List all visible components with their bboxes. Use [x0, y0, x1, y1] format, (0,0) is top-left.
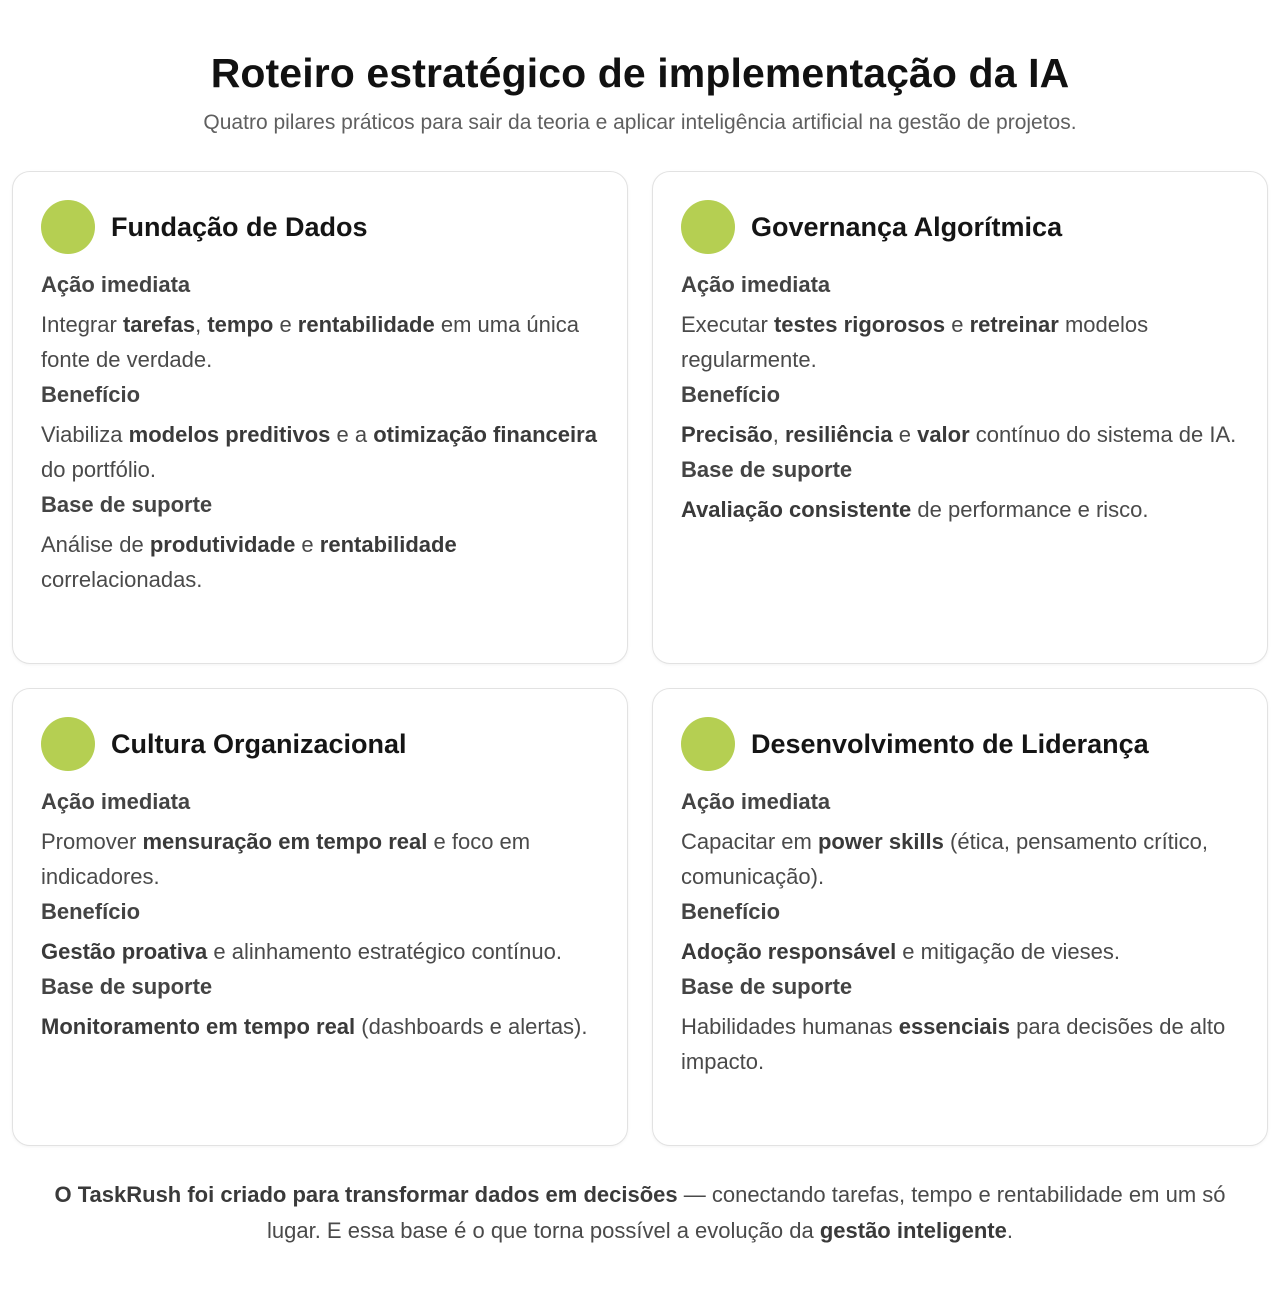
emphasis-text: produtividade: [149, 532, 296, 557]
text-fragment: e alinhamento estratégico contínuo.: [207, 939, 562, 964]
text-fragment: para decisões de alto impacto.: [681, 1014, 1226, 1074]
text-fragment: — conectando tarefas, tempo e rentabilidade em um só lugar. E essa base é o que torna possível a evolução da: [267, 1182, 1226, 1243]
section-label: Base de suporte: [41, 492, 213, 517]
section-label: Benefício: [41, 382, 141, 407]
text-fragment: ,: [772, 422, 785, 447]
text-fragment: Capacitar em: [681, 829, 818, 854]
section-text: [681, 307, 1239, 377]
emphasis-text: gestão inteligente: [819, 1218, 1007, 1243]
emphasis-text: rentabilidade: [297, 312, 435, 337]
emphasis-text: Monitoramento em tempo real: [41, 1014, 356, 1039]
text-fragment: e: [892, 422, 918, 447]
text-fragment: e: [945, 312, 970, 337]
pillar-card: [652, 171, 1268, 664]
section-text: [41, 417, 599, 487]
emphasis-text: otimização financeira: [373, 422, 597, 447]
text-fragment: correlacionadas.: [41, 567, 203, 592]
text-fragment: Integrar: [41, 312, 123, 337]
emphasis-text: valor: [917, 422, 970, 447]
emphasis-text: resiliência: [784, 422, 893, 447]
section-label: Ação imediata: [681, 272, 831, 297]
text-fragment: em uma única fonte de verdade.: [41, 312, 580, 372]
section-text: [41, 527, 599, 597]
emphasis-text: modelos preditivos: [128, 422, 331, 447]
emphasis-text: testes rigorosos: [773, 312, 946, 337]
circle-icon: [681, 200, 735, 254]
text-fragment: ,: [195, 312, 208, 337]
card-body: [41, 788, 599, 1044]
card-body: [41, 271, 599, 597]
page-header: [0, 0, 1280, 137]
pillar-card: [652, 688, 1268, 1146]
text-fragment: de performance e risco.: [911, 497, 1149, 522]
text-fragment: (ética, pensamento crítico, comunicação).: [681, 829, 1209, 889]
card-header: [41, 717, 599, 771]
section-label: Benefício: [681, 382, 781, 407]
section-text: [41, 307, 599, 377]
card-header: [41, 200, 599, 254]
text-fragment: modelos regularmente.: [681, 312, 1149, 372]
emphasis-text: Gestão proativa: [41, 939, 208, 964]
section-label: Base de suporte: [681, 457, 853, 482]
page-subtitle: Quatro pilares práticos para sair da teoria e aplicar inteligência artificial na gestão de projetos.: [203, 111, 1077, 134]
section-label: Benefício: [41, 899, 141, 924]
section-text: [681, 1009, 1239, 1079]
section-label: Base de suporte: [41, 974, 213, 999]
section-text: [681, 492, 1239, 527]
emphasis-text: Precisão: [681, 422, 773, 447]
emphasis-text: mensuração em tempo real: [142, 829, 428, 854]
text-fragment: Executar: [681, 312, 774, 337]
card-title: Fundação de Dados: [111, 211, 368, 242]
emphasis-text: O TaskRush foi criado para transformar dados em decisões: [54, 1182, 678, 1207]
section-text: [41, 824, 599, 894]
section-text: [681, 934, 1239, 969]
text-fragment: do portfólio.: [41, 457, 156, 482]
text-fragment: Habilidades humanas: [681, 1014, 899, 1039]
text-fragment: e: [273, 312, 298, 337]
section-label: Ação imediata: [41, 789, 191, 814]
text-fragment: e mitigação de vieses.: [896, 939, 1120, 964]
card-header: [681, 200, 1239, 254]
card-title: Desenvolvimento de Liderança: [751, 728, 1149, 759]
pillar-card: [12, 171, 628, 664]
card-title: Governança Algorítmica: [751, 211, 1063, 242]
emphasis-text: essenciais: [898, 1014, 1011, 1039]
section-label: Base de suporte: [681, 974, 853, 999]
text-fragment: e foco em indicadores.: [41, 829, 531, 889]
emphasis-text: Adoção responsável: [681, 939, 897, 964]
pillar-card: [12, 688, 628, 1146]
section-label: Ação imediata: [41, 272, 191, 297]
text-fragment: e a: [330, 422, 374, 447]
circle-icon: [41, 717, 95, 771]
text-fragment: .: [1006, 1218, 1013, 1243]
emphasis-text: tempo: [207, 312, 274, 337]
emphasis-text: tarefas: [122, 312, 196, 337]
pillars-grid: [12, 171, 1268, 1146]
section-text: [681, 824, 1239, 894]
section-text: [41, 934, 599, 969]
section-text: [681, 417, 1239, 452]
emphasis-text: retreinar: [969, 312, 1059, 337]
text-fragment: Análise de: [41, 532, 150, 557]
card-body: [681, 271, 1239, 527]
emphasis-text: Avaliação consistente: [681, 497, 912, 522]
card-body: [681, 788, 1239, 1079]
text-fragment: Viabiliza: [41, 422, 129, 447]
section-label: Benefício: [681, 899, 781, 924]
card-title: Cultura Organizacional: [111, 728, 407, 759]
footer-note: [30, 1177, 1250, 1249]
text-fragment: (dashboards e alertas).: [355, 1014, 588, 1039]
section-label: Ação imediata: [681, 789, 831, 814]
emphasis-text: rentabilidade: [319, 532, 457, 557]
section-text: [41, 1009, 599, 1044]
emphasis-text: power skills: [817, 829, 944, 854]
text-fragment: Promover: [41, 829, 143, 854]
text-fragment: contínuo do sistema de IA.: [969, 422, 1237, 447]
page-title: Roteiro estratégico de implementação da IA: [210, 50, 1070, 96]
text-fragment: e: [295, 532, 320, 557]
circle-icon: [41, 200, 95, 254]
circle-icon: [681, 717, 735, 771]
card-header: [681, 717, 1239, 771]
